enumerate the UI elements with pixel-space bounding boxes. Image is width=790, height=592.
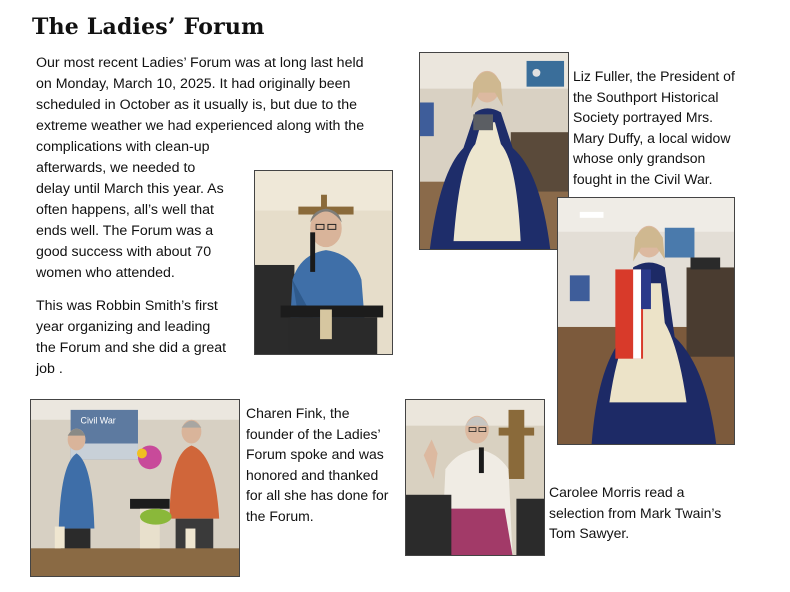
photo-liz-fuller-2 <box>557 197 735 445</box>
text-line: year organizing and leading <box>36 319 211 335</box>
text-line: women who attended. <box>36 265 175 281</box>
page-title: The Ladies’ Forum <box>32 14 265 40</box>
text-line: good success with about 70 <box>36 244 212 260</box>
text-line: whose only grandson <box>573 150 706 167</box>
text-line: Liz Fuller, the President of <box>573 68 735 84</box>
photo-carolee-morris <box>405 399 545 556</box>
text-line: Society portrayed Mrs. <box>573 109 714 126</box>
text-line: scheduled in October as it usually is, but due to the <box>36 97 357 113</box>
text-line: honored and thanked <box>246 466 379 483</box>
text-line: extreme weather we had experienced along with the <box>36 118 365 134</box>
text-line: often happens, all’s well that <box>36 202 214 218</box>
photo-liz-fuller-1 <box>419 52 569 250</box>
text-line: selection from Mark Twain’s <box>549 504 722 521</box>
photo-charen-fink <box>30 399 240 577</box>
caption-charen-fink <box>246 403 406 527</box>
text-line: fought in the Civil War. <box>573 170 713 187</box>
text-line: job . <box>36 361 63 377</box>
text-line: This was Robbin Smith’s first <box>36 298 218 314</box>
text-line: Forum spoke and was <box>246 446 384 463</box>
text-line: Tom Sawyer. <box>549 525 630 542</box>
text-line: Charen Fink, the <box>246 405 350 421</box>
text-line: the Forum. <box>246 507 314 524</box>
text-line: the Forum and she did a great <box>36 340 227 356</box>
photo-robbin-smith <box>254 170 393 355</box>
caption-carolee-morris <box>549 482 754 544</box>
text-line: the Southport Historical <box>573 88 719 105</box>
text-line: for all she has done for <box>246 487 389 504</box>
text-line: founder of the Ladies’ <box>246 425 381 442</box>
text-line: Our most recent Ladies’ Forum was at long last held <box>36 55 364 71</box>
caption-liz-fuller <box>573 66 778 190</box>
text-line: Carolee Morris read a <box>549 484 685 500</box>
text-line: on Monday, March 10, 2025. It had originally been <box>36 76 351 92</box>
text-line: Mary Duffy, a local widow <box>573 129 731 146</box>
screen-text: Civil War <box>80 415 116 426</box>
text-line: delay until March this year. As <box>36 181 224 197</box>
second-paragraph <box>36 296 251 380</box>
text-line: complications with clean-up <box>36 139 210 155</box>
text-line: afterwards, we needed to <box>36 160 196 176</box>
text-line: ends well. The Forum was a <box>36 223 214 239</box>
